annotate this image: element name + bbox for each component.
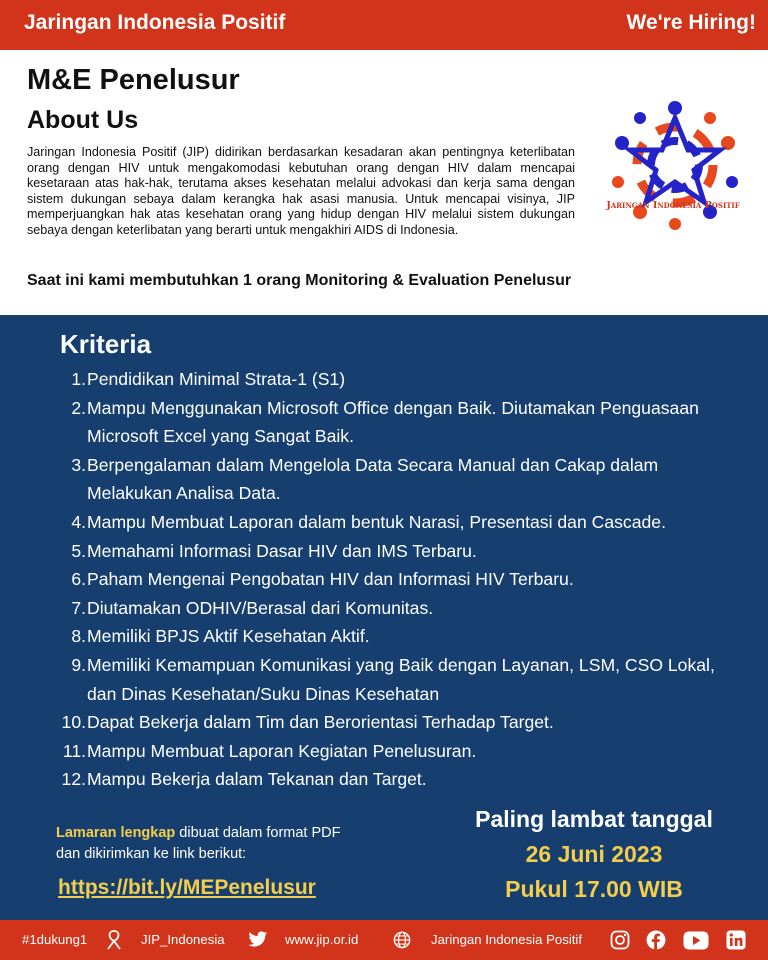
criteria-item	[56, 365, 746, 394]
footer-instagram-handle[interactable]: JIP_Indonesia	[141, 932, 225, 947]
item-text: Mampu Bekerja dalam Tekanan dan Target.	[87, 769, 427, 790]
criteria-item	[56, 651, 746, 708]
apply-highlight: Lamaran lengkap	[56, 825, 176, 841]
criteria-section	[0, 315, 768, 920]
criteria-item	[56, 594, 746, 623]
criteria-item	[56, 508, 746, 537]
apply-line-1	[56, 823, 340, 844]
instagram-icon[interactable]	[610, 930, 630, 950]
item-number: 8.	[71, 626, 86, 647]
item-text: Mampu Menggunakan Microsoft Office dengan Baik. Diutamakan Penguasaan Microsoft Excel yang Sangat Baik.	[87, 397, 699, 447]
logo-caption	[588, 200, 758, 211]
position-need: Saat ini kami membutuhkan 1 orang Monitoring & Evaluation Penelusur	[27, 272, 572, 289]
item-number: 2.	[71, 397, 86, 418]
criteria-item	[56, 451, 746, 508]
footer-website[interactable]: www.jip.or.id	[285, 932, 359, 947]
item-number: 5.	[71, 540, 86, 561]
item-text: Memahami Informasi Dasar HIV dan IMS Terbaru.	[87, 540, 477, 561]
deadline-date: 26 Juni 2023	[525, 841, 663, 867]
criteria-item	[56, 765, 746, 794]
criteria-list	[56, 365, 746, 794]
item-text: Diutamakan ODHIV/Berasal dari Komunitas.	[87, 597, 434, 618]
item-number: 11.	[62, 740, 86, 761]
item-text: Dapat Bekerja dalam Tim dan Berorientasi Terhadap Target.	[87, 712, 554, 733]
application-link[interactable]: https://bit.ly/MEPenelusur	[58, 876, 316, 899]
logo-caption-text: Jaringan Indonesia Positif	[606, 200, 740, 211]
criteria-item	[56, 394, 746, 451]
criteria-heading: Kriteria	[60, 329, 152, 359]
item-number: 6.	[71, 569, 86, 590]
item-number: 7.	[71, 597, 86, 618]
item-number: 4.	[71, 511, 86, 532]
hiring-label: We're Hiring!	[626, 11, 756, 34]
ribbon-icon	[104, 929, 124, 951]
linkedin-icon[interactable]	[726, 930, 746, 950]
item-number: 12.	[61, 769, 86, 790]
criteria-item	[56, 622, 746, 651]
about-text: Jaringan Indonesia Positif (JIP) didirikan berdasarkan kesadaran akan pentingnya keterlibatan orang dengan HIV untuk mengakomodasi kebutuhan orang dengan HIV dalam mencapai kesetaraan atas hak-hak, terutama akses kesehatan melalui advokasi dan kerja sama dengan sistem dukungan sebaya dalam kerangka hak asasi manusia. Untuk mencapai visinya, JIP memperjuangkan hak atas kesehatan orang yang hidup dengan HIV melalui sistem dukungan sebaya dengan keterlibatan yang berarti untuk mengakhiri AIDS di Indonesia.	[27, 145, 575, 237]
about-section	[0, 50, 768, 315]
item-text: Pendidikan Minimal Strata-1 (S1)	[87, 369, 346, 389]
about-heading: About Us	[27, 106, 139, 134]
footer-org-name: Jaringan Indonesia Positif	[431, 932, 583, 947]
facebook-icon[interactable]	[646, 930, 666, 950]
apply-rest: dibuat dalam format PDF	[175, 825, 341, 841]
item-text: Memiliki Kemampuan Komunikasi yang Baik dengan Layanan, LSM, CSO Lokal, dan Dinas Kesehatan/Suku Dinas Kesehatan	[87, 654, 715, 704]
item-number: 1.	[71, 369, 86, 389]
deadline-time: Pukul 17.00 WIB	[505, 876, 683, 902]
item-number: 3.	[71, 454, 86, 475]
item-number: 10.	[61, 712, 86, 733]
item-text: Memiliki BPJS Aktif Kesehatan Aktif.	[87, 626, 370, 647]
globe-icon	[393, 931, 411, 949]
footer-bar	[0, 920, 768, 960]
criteria-item	[56, 737, 746, 766]
criteria-item	[56, 565, 746, 594]
deadline-label: Paling lambat tanggal	[475, 806, 713, 832]
item-text: Paham Mengenai Pengobatan HIV dan Informasi HIV Terbaru.	[87, 569, 574, 590]
twitter-icon[interactable]	[248, 931, 268, 948]
deadline-block	[450, 802, 738, 907]
criteria-item	[56, 708, 746, 737]
application-instructions	[56, 823, 340, 865]
apply-line-2: dan dikirimkan ke link berikut:	[56, 846, 247, 862]
org-name: Jaringan Indonesia Positif	[24, 11, 286, 34]
criteria-item	[56, 537, 746, 566]
footer-hashtag: #1dukung1	[22, 932, 88, 947]
item-text: Mampu Membuat Laporan dalam bentuk Narasi, Presentasi dan Cascade.	[87, 511, 666, 532]
item-text: Mampu Membuat Laporan Kegiatan Penelusuran.	[87, 740, 477, 761]
job-title: M&E Penelusur	[27, 64, 240, 96]
youtube-icon[interactable]	[683, 931, 709, 950]
top-bar	[0, 0, 768, 50]
item-text: Berpengalaman dalam Mengelola Data Secara Manual dan Cakap dalam Melakukan Analisa Data.	[87, 454, 659, 504]
item-number: 9.	[71, 654, 86, 675]
